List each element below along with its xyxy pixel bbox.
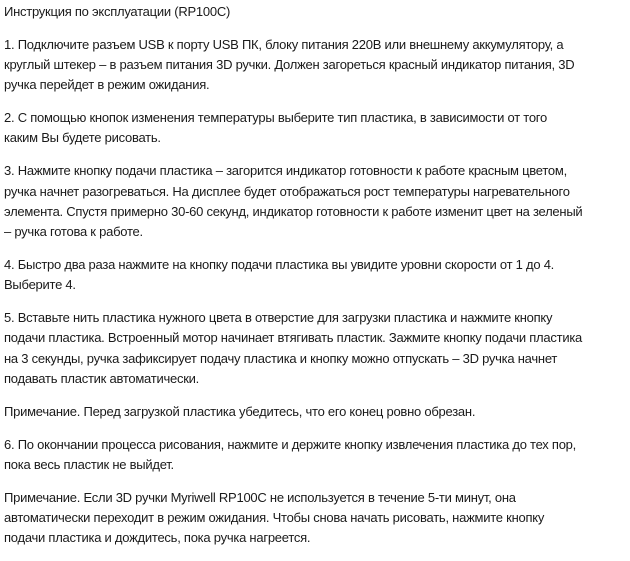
paragraph-line: – ручка готова к работе. xyxy=(4,224,143,240)
instruction-paragraph xyxy=(4,308,630,389)
paragraph-line: 6. По окончании процесса рисования, нажмите и держите кнопку извлечения пластика до тех пор, xyxy=(4,436,577,452)
instruction-paragraph xyxy=(4,255,630,296)
paragraph-line: Примечание. Перед загрузкой пластика убедитесь, что его конец ровно обрезан. xyxy=(4,403,476,419)
instruction-paragraph xyxy=(4,402,630,422)
instruction-paragraph xyxy=(4,108,630,149)
paragraph-line: автоматически переходит в режим ожидания. Чтобы снова начать рисовать, нажмите кнопку xyxy=(4,509,545,525)
instruction-paragraph xyxy=(4,35,630,96)
paragraph-line: 2. С помощью кнопок изменения температуры выберите тип пластика, в зависимости от того xyxy=(4,110,547,126)
document-title xyxy=(4,2,630,22)
paragraph-line: подачи пластика. Встроенный мотор начинает втягивать пластик. Зажмите кнопку подачи пластика xyxy=(4,330,583,346)
paragraph-line: Примечание. Если 3D ручки Myriwell RP100C не используется в течение 5-ти минут, она xyxy=(4,489,516,505)
paragraph-line: 4. Быстро два раза нажмите на кнопку подачи пластика вы увидите уровни скорости от 1 до 4. xyxy=(4,256,555,272)
paragraph-line: круглый штекер – в разъем питания 3D ручки. Должен загореться красный индикатор питания, 3D xyxy=(4,57,575,73)
paragraph-line: подавать пластик автоматически. xyxy=(4,370,200,386)
paragraph-line: ручка перейдет в режим ожидания. xyxy=(4,77,210,93)
paragraph-line: каким Вы будете рисовать. xyxy=(4,130,161,146)
paragraph-line: пока весь пластик не выйдет. xyxy=(4,456,174,472)
instruction-paragraph xyxy=(4,488,630,549)
document xyxy=(4,2,630,561)
paragraph-line: элемента. Спустя примерно 30-60 секунд, индикатор готовности к работе изменит цвет на зеленый xyxy=(4,203,583,219)
instruction-paragraph xyxy=(4,161,630,242)
paragraph-line: подачи пластика и дождитесь, пока ручка нагреется. xyxy=(4,530,311,546)
paragraph-line: 1. Подключите разъем USB к порту USB ПК, блоку питания 220В или внешнему аккумулятору, а xyxy=(4,36,564,52)
title-text: Инструкция по эксплуатации (RP100C) xyxy=(4,4,231,19)
instruction-list xyxy=(4,35,630,549)
instruction-paragraph xyxy=(4,435,630,476)
paragraph-line: на 3 секунды, ручка зафиксирует подачу пластика и кнопку можно отпускать – 3D ручка начнет xyxy=(4,350,558,366)
paragraph-line: ручка начнет разогреваться. На дисплее будет отображаться рост температуры нагревательного xyxy=(4,183,570,199)
paragraph-line: 5. Вставьте нить пластика нужного цвета в отверстие для загрузки пластика и нажмите кнопку xyxy=(4,310,553,326)
paragraph-line: Выберите 4. xyxy=(4,277,76,293)
paragraph-line: 3. Нажмите кнопку подачи пластика – загорится индикатор готовности к работе красным цветом, xyxy=(4,163,567,179)
